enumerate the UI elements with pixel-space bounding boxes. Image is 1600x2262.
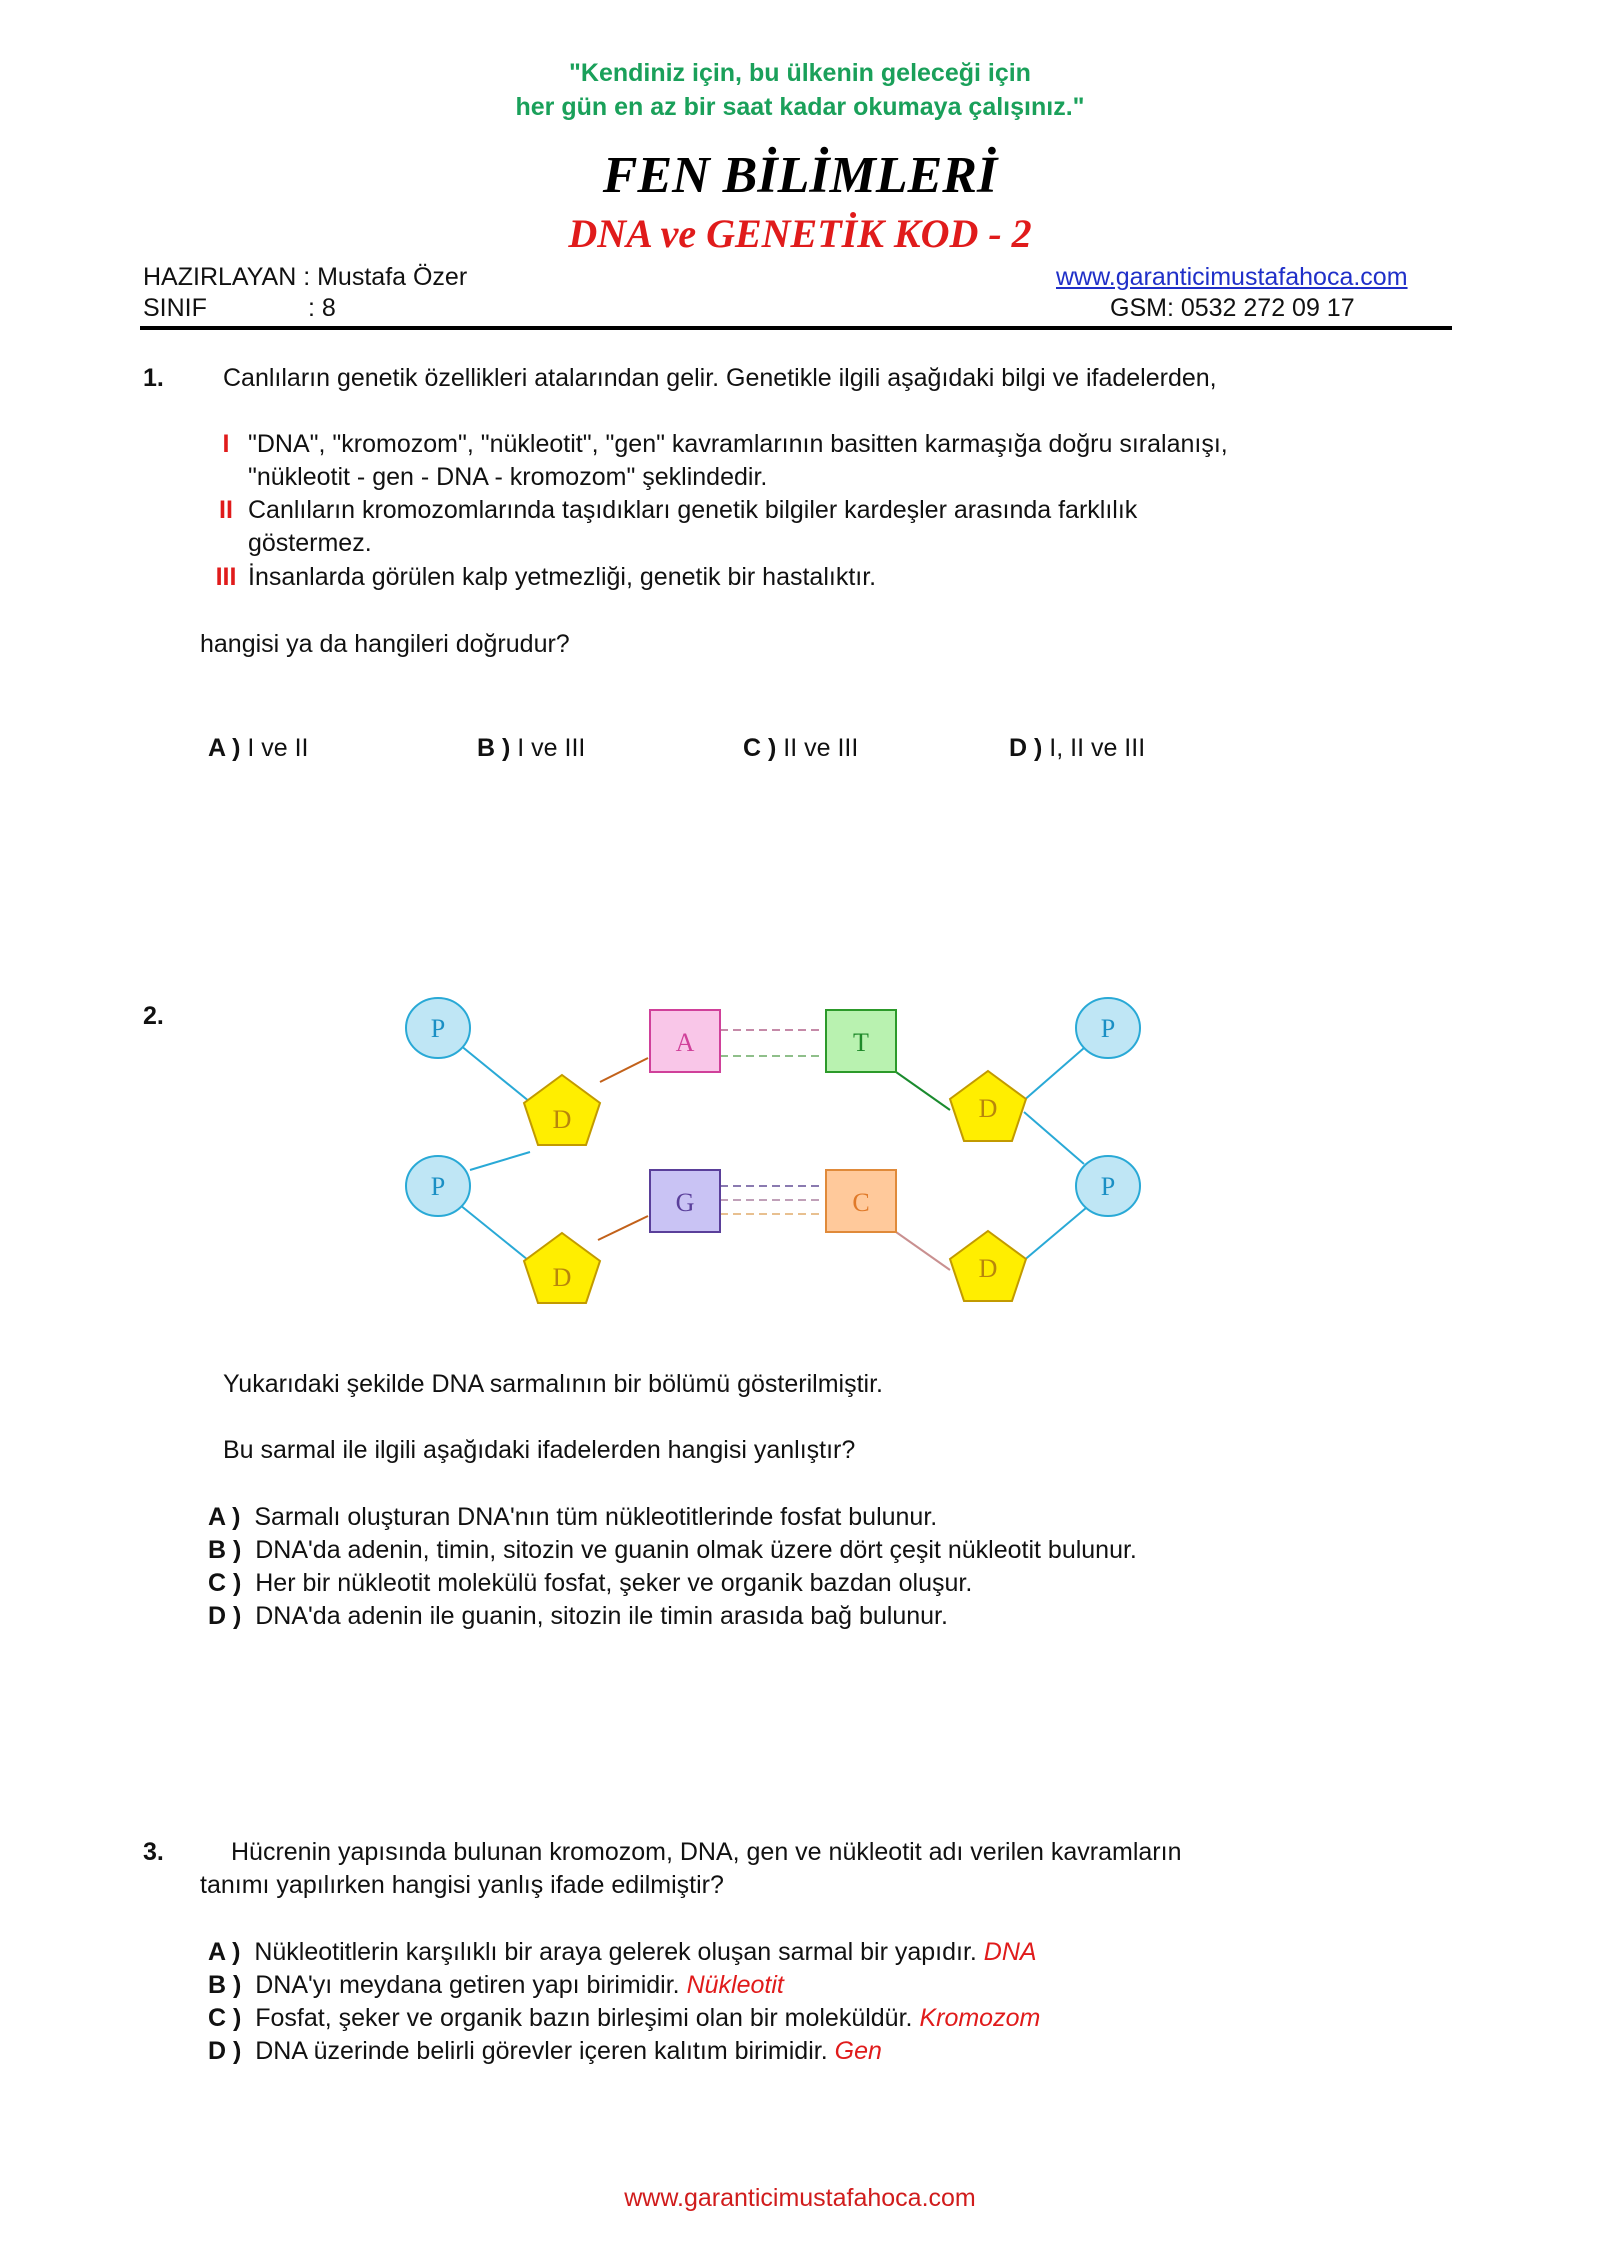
q3-number: 3.: [143, 1838, 164, 1866]
q2-option-a[interactable]: A ) Sarmalı oluşturan DNA'nın tüm nükleotitlerinde fosfat bulunur.: [208, 1503, 938, 1531]
svg-text:C: C: [852, 1188, 870, 1217]
phosphate-node: [1076, 998, 1140, 1058]
q3-option-a[interactable]: A ) Nükleotitlerin karşılıklı bir araya gelerek oluşan sarmal bir yapıdır. DNA: [208, 1938, 1037, 1966]
q2-option-d[interactable]: D ) DNA'da adenin ile guanin, sitozin ile timin arasıda bağ bulunur.: [208, 1602, 948, 1630]
svg-text:D: D: [552, 1263, 572, 1292]
q1-question: hangisi ya da hangileri doğrudur?: [200, 630, 570, 658]
q3-stem-2: tanımı yapılırken hangisi yanlış ifade edilmiştir?: [200, 1871, 724, 1899]
q3-option-b[interactable]: B ) DNA'yı meydana getiren yapı birimidir. Nükleotit: [208, 1971, 784, 1999]
q3-option-a-answer: DNA: [983, 1938, 1037, 1966]
header-website-link[interactable]: www.garanticimustafahoca.com: [1056, 263, 1408, 291]
q1-number: 1.: [143, 364, 164, 392]
base-thymine: [826, 1010, 896, 1072]
svg-text:P: P: [430, 1172, 446, 1201]
svg-text:D: D: [978, 1094, 998, 1123]
q2-stem-2: Bu sarmal ile ilgili aşağıdaki ifadelerden hangisi yanlıştır?: [223, 1436, 856, 1464]
class-value: : 8: [308, 294, 336, 322]
base-cytosine: [826, 1170, 896, 1232]
q1-item-3-line-1: İnsanlarda görülen kalp yetmezliği, genetik bir hastalıktır.: [248, 563, 877, 591]
q1-item-1-line-2: "nükleotit - gen - DNA - kromozom" şeklindedir.: [248, 463, 768, 491]
q2-option-b[interactable]: B ) DNA'da adenin, timin, sitozin ve guanin olmak üzere dört çeşit nükleotit bulunur.: [208, 1536, 1137, 1564]
q1-option-c[interactable]: C ) II ve III: [743, 734, 859, 762]
phosphate-node: [1076, 1156, 1140, 1216]
svg-text:P: P: [1100, 1172, 1116, 1201]
base-adenine: [650, 1010, 720, 1072]
q2-stem-1: Yukarıdaki şekilde DNA sarmalının bir bölümü gösterilmiştir.: [223, 1370, 883, 1398]
svg-text:A: A: [675, 1028, 695, 1057]
author-label: HAZIRLAYAN : Mustafa Özer: [143, 263, 468, 291]
motto-line-2: her gün en az bir saat kadar okumaya çalışınız.": [515, 93, 1085, 121]
class-label: SINIF: [143, 294, 207, 322]
q3-option-c-answer: Kromozom: [919, 2004, 1041, 2032]
svg-text:G: G: [675, 1188, 695, 1217]
roman-numeral: I: [222, 430, 230, 458]
q1-item-1-line-1: "DNA", "kromozom", "nükleotit", "gen" kavramlarının basitten karmaşığa doğru sıralanışı,: [248, 430, 1228, 458]
q1-item-2-line-1: Canlıların kromozomlarında taşıdıkları genetik bilgiler kardeşler arasında farklılık: [248, 496, 1138, 524]
svg-text:D: D: [978, 1254, 998, 1283]
q3-option-d-answer: Gen: [834, 2037, 882, 2065]
sugar-node: [524, 1233, 600, 1303]
q2-option-c[interactable]: C ) Her bir nükleotit molekülü fosfat, şeker ve organik bazdan oluşur.: [208, 1569, 973, 1597]
page-title: FEN BİLİMLERİ: [602, 147, 998, 204]
q2-number: 2.: [143, 1002, 164, 1030]
svg-text:D: D: [552, 1105, 572, 1134]
sugar-node: [950, 1231, 1026, 1301]
footer-website[interactable]: www.garanticimustafahoca.com: [624, 2184, 976, 2212]
q1-option-a[interactable]: A ) I ve II: [208, 734, 309, 762]
q3-stem-1: Hücrenin yapısında bulunan kromozom, DNA, gen ve nükleotit adı verilen kavramların: [231, 1838, 1182, 1866]
motto-line-1: "Kendiniz için, bu ülkenin geleceği için: [569, 59, 1031, 87]
q3-option-c[interactable]: C ) Fosfat, şeker ve organik bazın birleşimi olan bir moleküldür. Kromozom: [208, 2004, 1041, 2032]
q3-option-d[interactable]: D ) DNA üzerinde belirli görevler içeren kalıtım birimidir. Gen: [208, 2037, 882, 2065]
q3-option-b-answer: Nükleotit: [686, 1971, 784, 1999]
svg-text:P: P: [430, 1014, 446, 1043]
q1-option-d[interactable]: D ) I, II ve III: [1009, 734, 1146, 762]
q1-item-2-line-2: göstermez.: [248, 529, 372, 557]
base-guanine: [650, 1170, 720, 1232]
sugar-node: [524, 1075, 600, 1145]
page-subtitle: DNA ve GENETİK KOD - 2: [568, 211, 1032, 256]
q1-option-b[interactable]: B ) I ve III: [477, 734, 586, 762]
phone-number: GSM: 0532 272 09 17: [1110, 294, 1355, 322]
roman-numeral: III: [215, 563, 237, 591]
phosphate-node: [406, 1156, 470, 1216]
svg-text:T: T: [853, 1028, 869, 1057]
roman-numeral: II: [219, 496, 233, 524]
q1-stem: Canlıların genetik özellikleri atalarından gelir. Genetikle ilgili aşağıdaki bilgi ve ifadelerden,: [223, 364, 1217, 392]
svg-text:P: P: [1100, 1014, 1116, 1043]
sugar-node: [950, 1071, 1026, 1141]
phosphate-node: [406, 998, 470, 1058]
